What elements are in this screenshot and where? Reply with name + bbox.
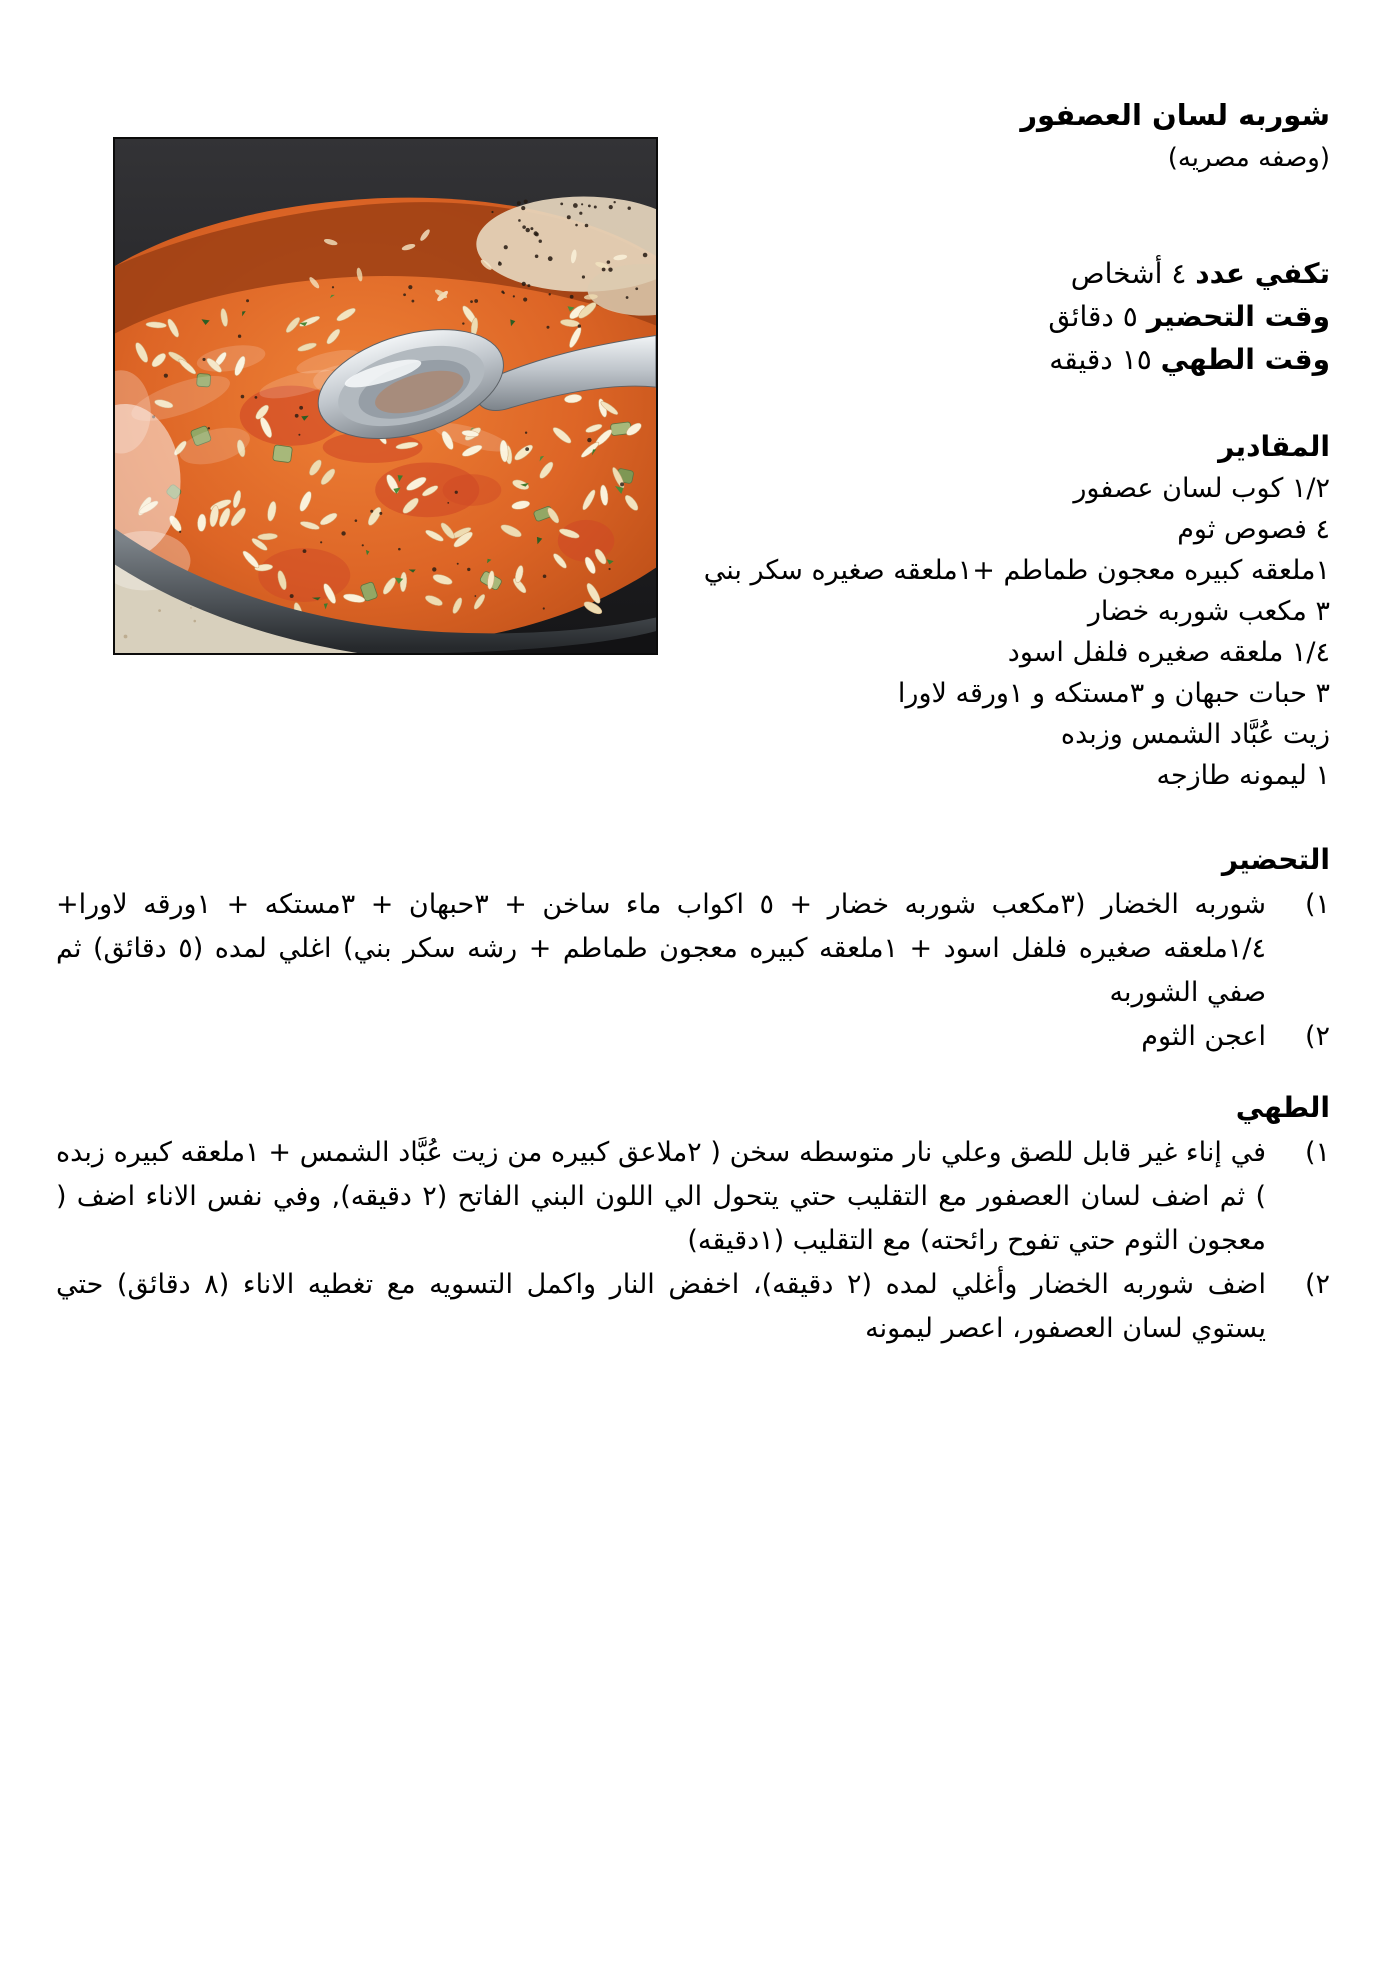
- ingredient-item: ١ملعقه كبيره معجون طماطم +١ملعقه صغيره سكر بني: [703, 555, 1330, 586]
- meta-block: [662, 252, 1330, 381]
- serves-value: ٤ أشخاص: [1070, 257, 1187, 290]
- cooking-heading: الطهي: [1235, 1091, 1330, 1124]
- step-text: في إناء غير قابل للصق وعلي نار متوسطه سخن ( ٢ملاعق كبيره من زيت عُبَّاد الشمس + ١ملعقه كبيره زبده ) ثم اضف لسان العصفور مع التقليب حتي يتحول الي اللون البني الفاتح (٢ دقيقه), وفي نفس الاناء اضف ( معجون الثوم حتي تفوح رائحته) مع التقليب (١دقيقه): [56, 1137, 1266, 1256]
- cook-time-label: وقت الطهي: [1160, 343, 1330, 376]
- recipe-photo: [113, 137, 658, 655]
- step-text: اضف شوربه الخضار وأغلي لمده (٢ دقيقه)، اخفض النار واكمل التسويه مع تغطيه الاناء (٨ دقائق) حتي يستوي لسان العصفور، اعصر ليمونه: [56, 1269, 1266, 1344]
- preparation-heading: التحضير: [1221, 843, 1330, 876]
- serves-label: تكفي عدد: [1195, 257, 1330, 290]
- step-number: ٢): [1304, 1269, 1330, 1300]
- intro-column: [662, 94, 1330, 796]
- cooking-step: [56, 1263, 1330, 1351]
- ingredients-list: [662, 468, 1330, 796]
- ingredient-item: زيت عُبَّاد الشمس وزبده: [1060, 719, 1330, 750]
- ingredient-item: ٤ فصوص ثوم: [1177, 514, 1330, 545]
- soup-pot-illustration: [115, 139, 656, 653]
- serves-line: [662, 252, 1330, 295]
- step-number: ٢): [1304, 1021, 1330, 1052]
- prep-time-line: [662, 295, 1330, 338]
- ingredient-item: ٣ حبات حبهان و ٣مستكه و ١ورقه لاورا: [897, 678, 1330, 709]
- ingredients-heading: المقادير: [1218, 430, 1330, 463]
- step-text: اعجن الثوم: [1141, 1021, 1266, 1052]
- ingredient-item: ٣ مكعب شوربه خضار: [1087, 596, 1330, 627]
- page-title: شوربه لسان العصفور: [1020, 98, 1330, 132]
- prep-time-label: وقت التحضير: [1146, 300, 1330, 333]
- ingredient-item: ١/٢ كوب لسان عصفور: [1073, 473, 1330, 504]
- step-text: شوربه الخضار (٣مكعب شوربه خضار + ٥ اكواب ماء ساخن + ٣حبهان + ٣مستكه + ١ورقه لاورا+ ١/٤ملعقه صغيره فلفل اسود + ١ملعقه كبيره معجون طماطم + رشه سكر بني) اغلي لمده (٥ دقائق) ثم صفي الشوربه: [56, 889, 1266, 1008]
- cook-time-line: [662, 338, 1330, 381]
- cooking-step: [56, 1131, 1330, 1263]
- page-subtitle: (وصفه مصريه): [1167, 143, 1330, 173]
- cooking-section: [56, 1086, 1330, 1351]
- ingredient-item: ١ ليمونه طازجه: [1156, 760, 1330, 791]
- preparation-step: [56, 1015, 1330, 1059]
- prep-time-value: ٥ دقائق: [1048, 300, 1138, 333]
- cook-time-value: ١٥ دقيقه: [1049, 343, 1152, 376]
- ingredient-item: ١/٤ ملعقه صغيره فلفل اسود: [1007, 637, 1330, 668]
- preparation-section: [56, 838, 1330, 1059]
- step-number: ١): [1304, 889, 1330, 920]
- step-number: ١): [1304, 1137, 1330, 1168]
- preparation-step: [56, 883, 1330, 1015]
